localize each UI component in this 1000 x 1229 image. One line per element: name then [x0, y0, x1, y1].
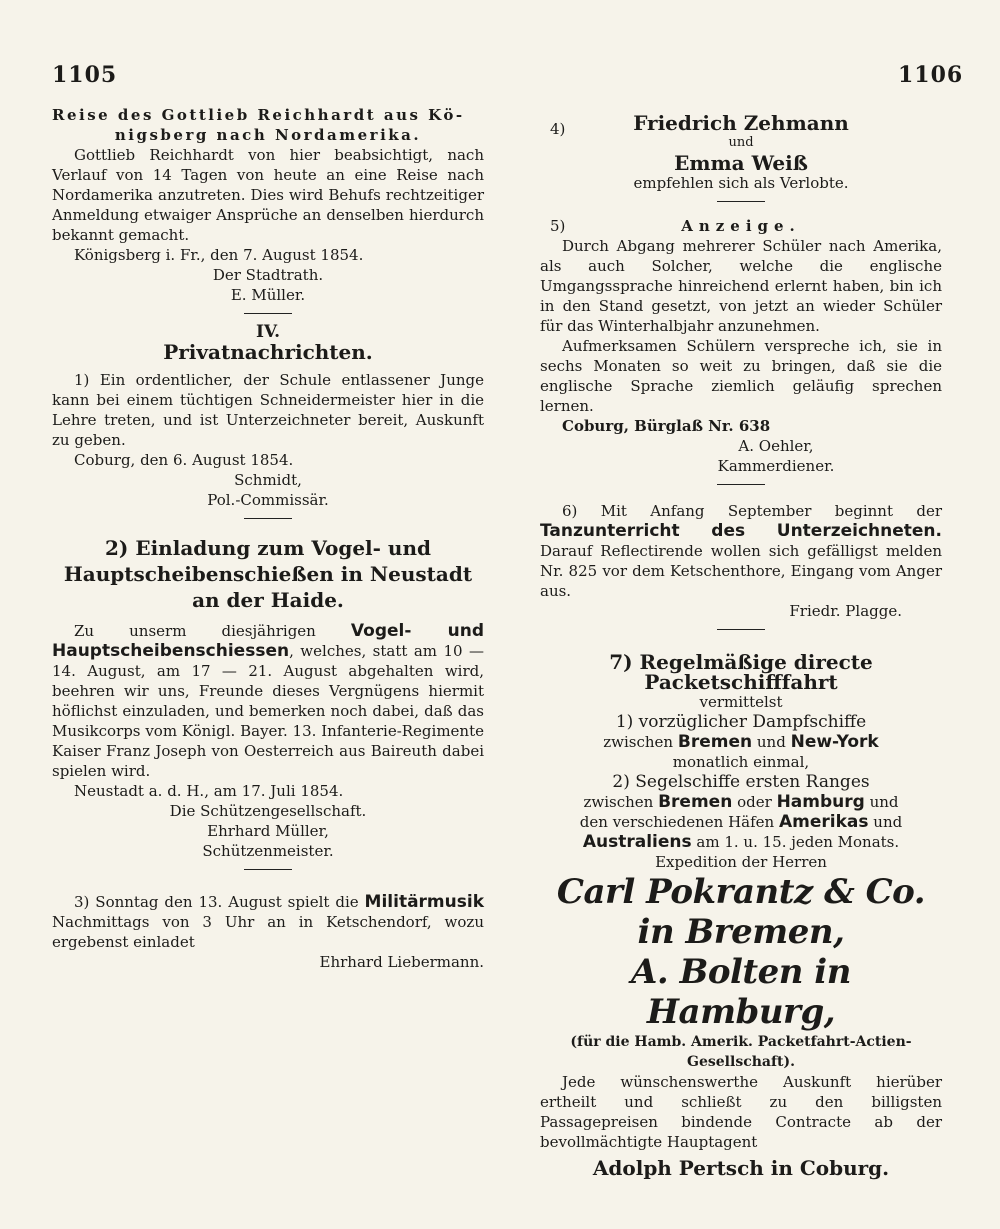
item-7-b: 2) Segelschiffe ersten Ranges: [612, 772, 870, 792]
section-title: Privatnachrichten.: [163, 340, 373, 364]
item-4-number: 4): [550, 120, 566, 138]
item-4-text: empfehlen sich als Verlobte.: [633, 174, 849, 192]
notice-body: Gottlieb Reichhardt von hier beabsichtigt, nach Verlauf von 14 Tagen von heute an eine Reise nach Nordamerika anzutreten. Dies wird Behufs rechtzeitiger Anmeldung etwaiger Ansprüche an denselben hierdurch bekannt gemacht.: [52, 146, 484, 244]
item-3-signature: Ehrhard Liebermann.: [319, 953, 484, 971]
item-3-text: Nachmittags von 3 Uhr an in Ketschendorf, wozu ergebenst einladet: [52, 913, 484, 951]
item-2-signature-2: Ehrhard Müller,: [207, 822, 329, 840]
divider: [244, 518, 292, 519]
item-5-number: 5): [550, 217, 566, 235]
divider: [244, 869, 292, 870]
item-6-text: Darauf Reflectirende wollen sich gefälligst melden Nr. 825 vor dem Ketschenthore, Eingang vom Anger aus.: [540, 542, 942, 600]
item-4: [540, 105, 942, 193]
page-number-left: 1105: [52, 62, 118, 88]
item-7-b-line-2: [540, 812, 942, 832]
item-1-body: 1) Ein ordentlicher, der Schule entlassener Junge kann bei einem tüchtigen Schneidermeister hier in die Lehre treten, und ist Unterzeichneter bereit, Auskunft zu geben.: [52, 371, 484, 449]
item-7-b-city-1: Bremen: [658, 792, 733, 812]
item-7-body: Jede wünschenswerthe Auskunft hierüber ertheilt und schließt zu den billigsten Passagepreisen bindende Contracte ab der bevollmächtigte Hauptagent: [540, 1073, 942, 1151]
item-7-b-oder: oder: [737, 793, 772, 811]
item-5-body-1: Durch Abgang mehrerer Schüler nach Amerika, als auch Solcher, welche die englische Umgangssprache hinreichend erlernt haben, bin ich in den Stand gesetzt, von jetzt an wieder Schüler für das Winterhalbjahr anzunehmen.: [540, 237, 942, 335]
item-7-a: 1) vorzüglicher Dampfschiffe: [615, 712, 867, 732]
item-2-event: Vogel- und Hauptscheibenschiessen: [52, 621, 484, 661]
item-7-firm-3: (für die Hamb. Amerik. Packetfahrt-Actien-Gesellschaft).: [570, 1034, 912, 1070]
item-7-b-dates: am 1. u. 15. jeden Monats.: [696, 833, 900, 851]
notice-signature-1: Der Stadtrath.: [212, 266, 324, 284]
item-3-lead: 3) Sonntag den 13. August spielt die: [74, 893, 359, 911]
item-5: [540, 216, 942, 236]
item-7-firm-1: Carl Pokrantz & Co. in Bremen,: [556, 872, 926, 952]
divider: [717, 629, 765, 630]
item-6-bold: Tanzunterricht des Unterzeichneten.: [540, 521, 942, 541]
item-7-b-haefen: den verschiedenen Häfen: [579, 813, 775, 831]
page-number-right: 1106: [898, 62, 964, 88]
notice-title-line-1: Reise des Gottlieb Reichhardt aus Kö-: [52, 106, 465, 124]
item-7-b-line-3: [540, 832, 942, 852]
item-7-b-australiens: Australiens: [582, 832, 692, 852]
item-7-a-city-1: Bremen: [677, 732, 753, 752]
item-1-place-date: Coburg, den 6. August 1854.: [74, 451, 294, 469]
item-7-title: 7) Regelmäßige directe Packetschifffahrt: [609, 650, 873, 694]
item-1-signature-1: Schmidt,: [234, 471, 302, 489]
item-7-subtitle: vermittelst: [699, 693, 783, 711]
item-7-firm-2: A. Bolten in Hamburg,: [631, 952, 851, 1032]
item-7-a-frequency: monatlich einmal,: [672, 753, 810, 771]
item-7-b-und: und: [869, 793, 899, 811]
item-5-place: Coburg, Bürglaß Nr. 638: [562, 417, 771, 435]
item-6-body: [540, 501, 942, 601]
item-7-b-und-2: und: [873, 813, 903, 831]
item-5-signature-2: Kammerdiener.: [717, 457, 835, 475]
divider: [717, 201, 765, 202]
item-4-name-2: Emma Weiß: [674, 151, 808, 175]
item-7-a-und: und: [756, 733, 786, 751]
item-2-text: , welches, statt am 10 — 14. August, am 17 — 21. August abgehalten wird, beehren wir uns, Freunde dieses Vergnügens hiermit höflichst einzuladen, und bemerken noch dabei, daß das Musikcorps vom Königl. Bayer. 13. Infanterie-Regimente Kaiser Franz Joseph von Oesterreich aus Baireuth dabei spielen wird.: [52, 642, 484, 780]
item-3-body: [52, 892, 484, 952]
item-7-a-city-2: New-York: [790, 732, 879, 752]
item-6-lead: 6) Mit Anfang September beginnt der: [562, 502, 942, 520]
item-2-signature-1: Die Schützengesellschaft.: [169, 802, 367, 820]
left-column: [52, 105, 484, 972]
item-2-lead: Zu unserm diesjährigen: [74, 622, 316, 640]
item-7-b-city-2: Hamburg: [776, 792, 865, 812]
item-4-name-1: Friedrich Zehmann: [633, 111, 849, 135]
notice-signature-2: E. Müller.: [230, 286, 306, 304]
section-number: IV.: [255, 322, 281, 342]
divider: [244, 313, 292, 314]
item-7-agent: Adolph Pertsch in Coburg.: [592, 1156, 890, 1180]
item-7-expedition: Expedition der Herren: [655, 853, 827, 871]
item-6-signature: Friedr. Plagge.: [789, 602, 902, 620]
item-1-signature-2: Pol.-Commissär.: [207, 491, 329, 509]
item-7-b-amerikas: Amerikas: [778, 812, 869, 832]
item-7-b-pre: zwischen: [583, 793, 654, 811]
item-5-body-2: Aufmerksamen Schülern verspreche ich, sie in sechs Monaten so weit zu bringen, daß sie die englische Sprache ziemlich geläufig sprechen lernen.: [540, 337, 942, 415]
item-4-und: und: [728, 135, 754, 150]
item-2-place-date: Neustadt a. d. H., am 17. Juli 1854.: [74, 782, 344, 800]
notice-place-date: Königsberg i. Fr., den 7. August 1854.: [74, 246, 364, 264]
item-7-a-pre: zwischen: [603, 733, 674, 751]
item-2-signature-3: Schützenmeister.: [202, 842, 334, 860]
item-3-bold: Militärmusik: [364, 892, 484, 912]
item-5-title: Anzeige.: [681, 217, 801, 235]
notice-title-line-2: nigsberg nach Nordamerika.: [114, 126, 422, 144]
item-2-body: [52, 621, 484, 781]
right-column: [540, 105, 942, 1178]
item-2-title: 2) Einladung zum Vogel- und Hauptscheibenschießen in Neustadt an der Haide.: [63, 536, 473, 612]
item-7-a-route: [540, 732, 942, 752]
item-7-b-route: [540, 792, 942, 812]
item-5-signature-1: A. Oehler,: [738, 437, 814, 455]
divider: [717, 484, 765, 485]
